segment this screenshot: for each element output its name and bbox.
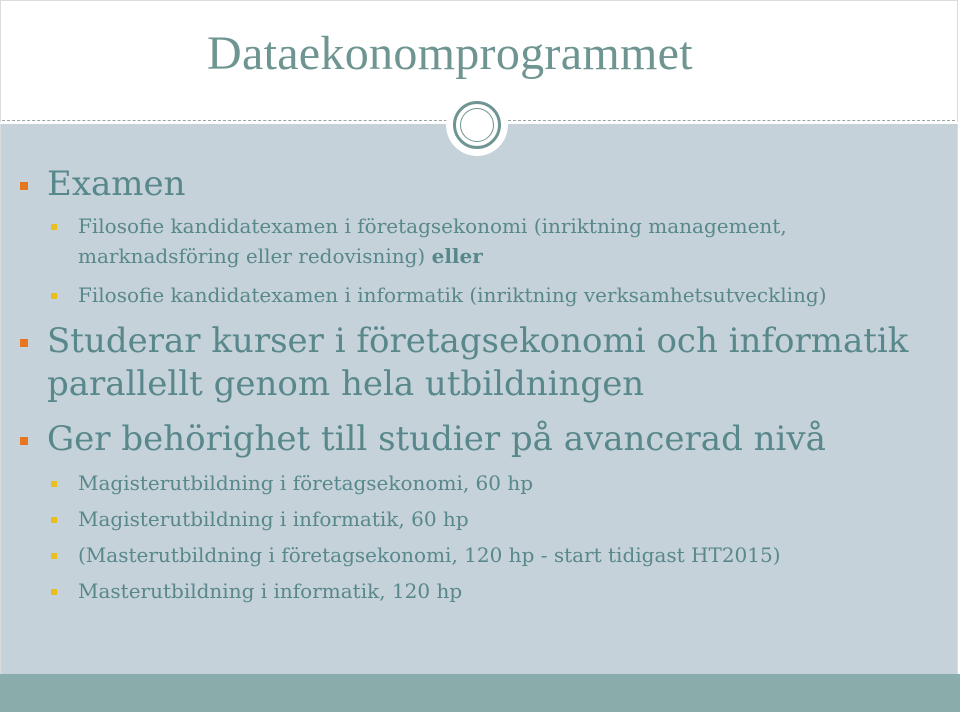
examen-item-1-line-1: Filosofie kandidatexamen i företagsekonomi (inriktning management, [78, 214, 787, 238]
examen-item-2: Filosofie kandidatexamen i informatik (inriktning verksamhetsutveckling) [78, 283, 827, 307]
square-bullet-icon [20, 182, 28, 190]
square-bullet-icon [20, 339, 28, 347]
studerar-line-2: parallellt genom hela utbildningen [47, 364, 645, 404]
square-bullet-icon [20, 437, 28, 445]
divider-left [2, 120, 447, 121]
studerar-line-1: Studerar kurser i företagsekonomi och informatik [47, 321, 909, 361]
square-bullet-icon [51, 517, 57, 523]
divider-right [508, 120, 955, 121]
heading-behorighet: Ger behörighet till studier på avancerad nivå [47, 419, 826, 459]
square-bullet-icon [51, 224, 57, 230]
examen-item-1-eller: eller [431, 244, 483, 268]
examen-item-1-text: marknadsföring eller redovisning) [78, 244, 432, 268]
heading-examen: Examen [47, 164, 186, 204]
behorighet-item-1: Magisterutbildning i företagsekonomi, 60 hp [78, 471, 534, 495]
behorighet-item-2: Magisterutbildning i informatik, 60 hp [78, 507, 469, 531]
square-bullet-icon [51, 293, 57, 299]
behorighet-item-3: (Masterutbildning i företagsekonomi, 120 hp - start tidigast HT2015) [78, 543, 781, 567]
examen-item-1-line-2 [78, 244, 483, 268]
slide-title: Dataekonomprogrammet [207, 27, 693, 80]
behorighet-item-4: Masterutbildning i informatik, 120 hp [78, 579, 463, 603]
square-bullet-icon [51, 589, 57, 595]
footer-bar [0, 674, 960, 712]
circle-inner-icon [460, 108, 494, 142]
square-bullet-icon [51, 481, 57, 487]
square-bullet-icon [51, 553, 57, 559]
